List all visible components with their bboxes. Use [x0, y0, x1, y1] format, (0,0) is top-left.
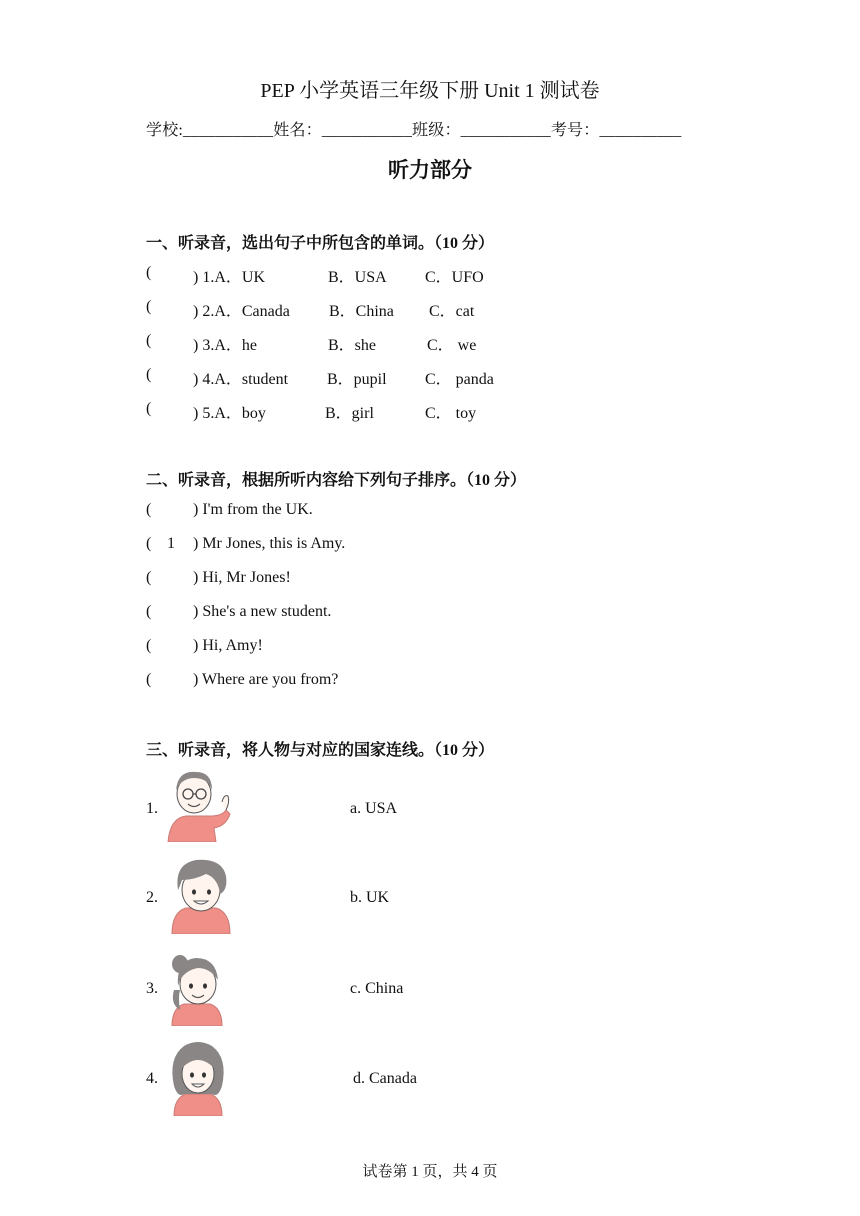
section-part-title: 听力部分 [388, 158, 472, 182]
sentence-text: ) Hi, Amy! [193, 637, 263, 654]
answer-bracket: ( [146, 332, 152, 349]
country-option: a. USA [350, 800, 398, 817]
girl-curly-hair-figure [166, 1038, 230, 1116]
item-number: 1. [146, 800, 158, 817]
option-b: B．pupil [327, 371, 387, 388]
answer-bracket: ( [146, 264, 152, 281]
option-b: B．girl [325, 405, 374, 422]
answer-bracket: ( [146, 603, 152, 620]
answer-bracket: ( [146, 400, 152, 417]
option-b: B．China [329, 303, 394, 320]
option-a: ) 2.A．Canada [193, 303, 290, 320]
section2-heading: 二、听录音，根据所听内容给下列句子排序。（10 分） [146, 472, 527, 489]
section1-heading: 一、听录音，选出句子中所包含的单词。（10 分） [146, 235, 495, 252]
option-a: ) 1.A．UK [193, 269, 265, 286]
answer-bracket: ( [146, 535, 152, 552]
option-a: ) 3.A．he [193, 337, 257, 354]
sentence-text: ) Mr Jones, this is Amy. [193, 535, 346, 552]
option-c: C．UFO [425, 269, 484, 286]
item-number: 4. [146, 1070, 158, 1087]
boy-figure [166, 856, 236, 934]
option-a: ) 4.A．student [193, 371, 289, 388]
order-answer: 1 [167, 535, 175, 552]
option-c: C．cat [429, 303, 475, 320]
answer-bracket: ( [146, 366, 152, 383]
country-option: d. Canada [353, 1070, 417, 1087]
page-footer: 试卷第 1 页，共 4 页 [362, 1164, 498, 1180]
answer-bracket: ( [146, 501, 152, 518]
option-c: C． panda [425, 371, 494, 388]
country-option: c. China [350, 980, 404, 997]
student-info-line: 学校:___________姓名：___________班级：___________考号：__________ [146, 122, 682, 139]
sentence-text: ) I'm from the UK. [193, 501, 313, 518]
option-c: C． we [427, 337, 477, 354]
country-option: b. UK [350, 889, 390, 906]
option-b: B．USA [328, 269, 387, 286]
sentence-text: ) She's a new student. [193, 603, 332, 620]
answer-bracket: ( [146, 637, 152, 654]
option-c: C． toy [425, 405, 477, 422]
item-number: 3. [146, 980, 158, 997]
sentence-text: ) Hi, Mr Jones! [193, 569, 291, 586]
sentence-text: ) Where are you from? [193, 671, 339, 688]
answer-bracket: ( [146, 569, 152, 586]
item-number: 2. [146, 889, 158, 906]
man-with-glasses-figure [164, 766, 232, 842]
section3-heading: 三、听录音，将人物与对应的国家连线。（10 分） [146, 742, 495, 759]
page-title: PEP 小学英语三年级下册 Unit 1 测试卷 [260, 80, 600, 102]
option-b: B．she [328, 337, 377, 354]
answer-bracket: ( [146, 298, 152, 315]
answer-bracket: ( [146, 671, 152, 688]
option-a: ) 5.A．boy [193, 405, 266, 422]
girl-ponytail-figure [166, 950, 228, 1026]
